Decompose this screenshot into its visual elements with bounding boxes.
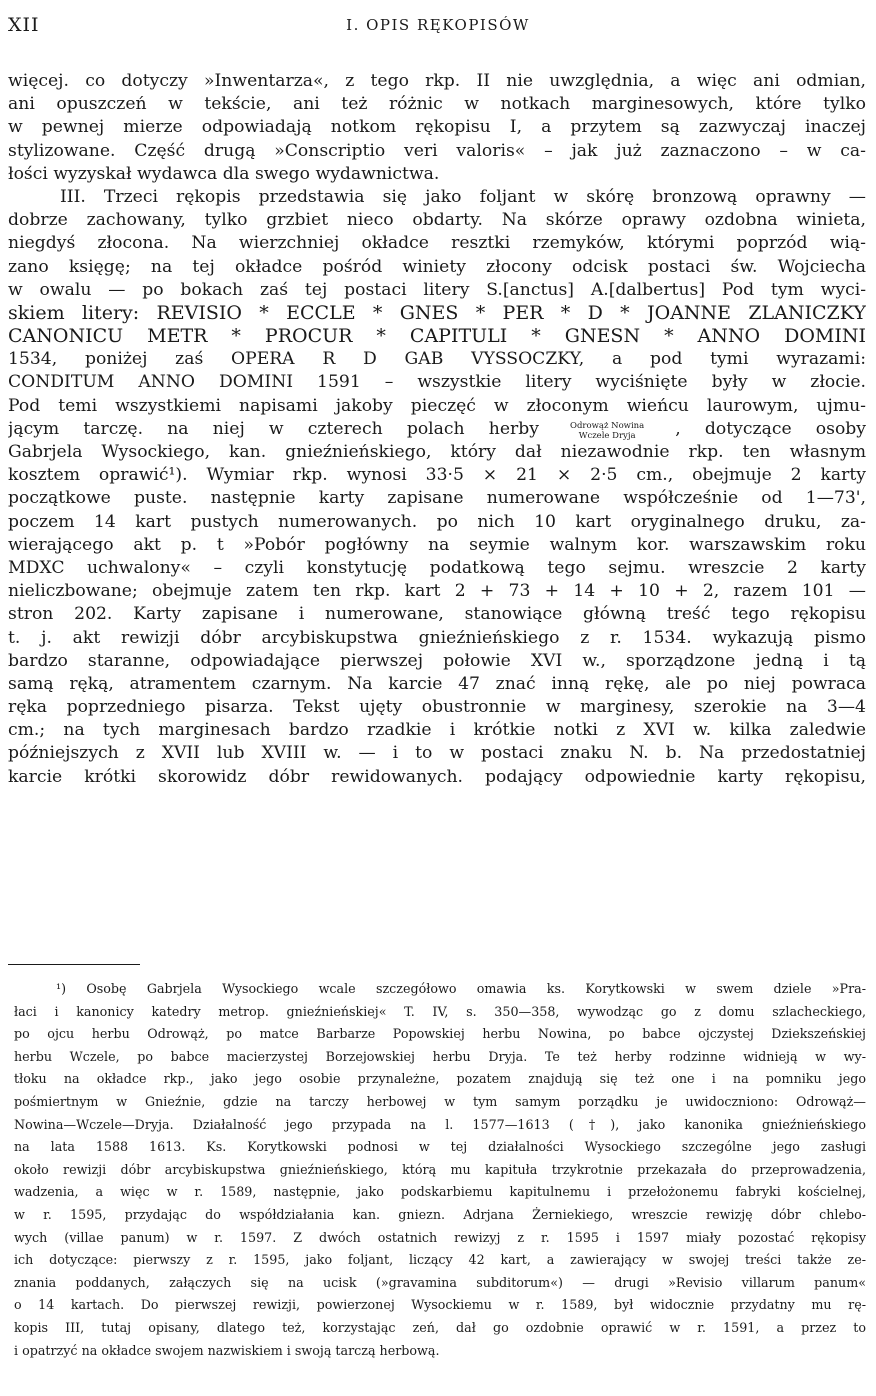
text-line: samą ręką, atramentem czarnym. Na karcie 47 znać inną rękę, ale po niej powraca xyxy=(8,673,866,694)
text-line: dobrze zachowany, tylko grzbiet nieco obdarty. Na skórze oprawy ozdobna winieta, xyxy=(8,210,866,231)
footnote-line: Nowina—Wczele—Dryja. Działalność jego przypada na l. 1577—1613 (†), jako kanonika gnieźnieńskiego xyxy=(14,1116,866,1132)
text-line: karcie krótki skorowidz dóbr rewidowanych. podający odpowiednie karty rękopisu, xyxy=(8,766,866,787)
herbs-top: Odrowąż Nowina xyxy=(570,420,645,431)
text-line: nieliczbowane; obejmuje zatem ten rkp. kart 2 + 73 + 14 + 10 + 2, razem 101 — xyxy=(8,581,866,602)
text-line: 1534, poniżej zaś OPERA R D GAB VYSSOCZKY, a pod tymi wyrazami: xyxy=(8,349,866,370)
text-line: t. j. akt rewizji dóbr arcybiskupstwa gnieźnieńskiego z r. 1534. wykazują pismo xyxy=(8,627,866,648)
text-line: Pod temi wszystkiemi napisami jakoby pieczęć w złoconym wieńcu laurowym, ujmu- xyxy=(8,395,866,416)
herbs-bottom: Wczele Dryja xyxy=(578,430,636,441)
text-line: więcej. co dotyczy »Inwentarza«, z tego rkp. II nie uwzględnia, a więc ani odmian, xyxy=(8,71,866,91)
footnote-line: w r. 1595, przydając do współdziałania kan. gniezn. Adrjana Żerniekiego, wreszcie rewizję dóbr chlebo- xyxy=(14,1206,866,1222)
footnote-line: na lata 1588 1613. Ks. Korytkowski podnosi w tej działalności Wysockiego szczególne jego zasługi xyxy=(14,1139,866,1155)
footnote-line: po ojcu herbu Odrowąż, po matce Barbarze Popowskiej herbu Nowina, po babce ojczystej Dziekszeńskiej xyxy=(14,1026,866,1042)
page-header xyxy=(8,14,868,38)
footnote-line: i opatrzyć na okładce swojem nazwiskiem i swoją tarczą herbową. xyxy=(14,1342,440,1358)
text-line: stylizowane. Część drugą »Conscriptio veri valoris« – jak już zaznaczono – w ca- xyxy=(8,140,866,161)
text-line: wierającego akt p. t »Pobór pogłówny na seymie walnym kor. warszawskim roku xyxy=(8,534,866,555)
text-line: CANONICU METR * PROCUR * CAPITULI * GNESN * ANNO DOMINI xyxy=(8,325,866,348)
footnote-line: o 14 kartach. Do pierwszej rewizji, powierzonej Wysockiemu w r. 1589, był widocznie przydatny mu rę- xyxy=(14,1297,866,1313)
text-line: bardzo staranne, odpowiadające pierwszej połowie XVI w., sporządzone jedną i tą xyxy=(8,650,866,671)
text-line: zano księgę; na tej okładce pośród winiety złocony odcisk postaci św. Wojciecha xyxy=(8,256,866,277)
footnote-line: kopis III, tutaj opisany, dlatego też, korzystając zeń, dał go ozdobnie oprawić w r. 1591, a przez to xyxy=(14,1319,866,1335)
text-segment: , dotyczące osoby xyxy=(675,418,866,439)
text-line: w owalu — po bokach zaś tej postaci litery S.[anctus] A.[dalbertus] Pod tym wyci- xyxy=(8,279,866,300)
text-line: CONDITUM ANNO DOMINI 1591 – wszystkie litery wyciśnięte były w złocie. xyxy=(8,372,866,393)
text-line: stron 202. Karty zapisane i numerowane, stanowiące główną treść tego rękopisu xyxy=(8,604,866,625)
footnote-separator xyxy=(8,964,140,965)
text-line: poczem 14 kart pustych numerowanych. po nich 10 kart oryginalnego druku, za- xyxy=(8,511,866,532)
body-text xyxy=(8,70,866,789)
text-line: kosztem oprawić¹). Wymiar rkp. wynosi 33·5 × 21 × 2·5 cm., obejmuje 2 karty xyxy=(8,465,866,486)
herbs-annotation xyxy=(563,421,651,441)
footnote-line: znania poddanych, załączych się na ucisk (»gravamina subditorum«) — drugi »Revisio villarum panum« xyxy=(14,1274,866,1290)
text-line: ręka poprzedniego pisarza. Tekst ujęty obustronnie w marginesy, szerokie na 3—4 xyxy=(8,697,866,718)
text-line: Gabrjela Wysockiego, kan. gnieźnieńskiego, który dał niezawodnie rkp. ten własnym xyxy=(8,442,866,462)
footnote-line: wadzenia, a więc w r. 1589, następnie, jako podskarbiemu kapitulnemu i przełożonemu fabryki kościelnej, xyxy=(14,1184,866,1200)
text-line: skiem litery: REVISIO * ECCLE * GNES * PER * D * JOANNE ZLANICZKY xyxy=(8,301,866,324)
running-head: I. OPIS RĘKOPISÓW xyxy=(346,16,530,34)
footnote-line: tłoku na okładce rkp., jako jego osobie przynależne, pozatem znajdują się też one i na pomniku jego xyxy=(14,1071,866,1087)
text-segment: jącym tarczę. na niej w czterech polach herby xyxy=(8,418,539,439)
footnote-line: ich dotyczące: pierwszy z r. 1595, jako foljant, liczący 42 kart, a zawierający w swojej treści także ze- xyxy=(14,1252,866,1268)
footnote-line: ¹) Osobę Gabrjela Wysockiego wcale szczegółowo omawia ks. Korytkowski w swem dziele »Pra- xyxy=(56,981,866,996)
text-line: cm.; na tych marginesach bardzo rzadkie i krótkie notki z XVI w. kilka zaledwie xyxy=(8,720,866,741)
footnote-line: wych (villae panum) w r. 1597. Z dwóch ostatnich rewizyj z r. 1595 i 1597 miały pozostać rękopisy xyxy=(14,1229,866,1245)
text-line: późniejszych z XVII lub XVIII w. — i to w postaci znaku N. b. Na przedostatniej xyxy=(8,743,866,764)
footnote-line: pośmiertnym w Gnieźnie, gdzie na tarczy herbowej w tym samym porządku je uwidoczniono: Odrowąż— xyxy=(14,1093,866,1109)
text-line-with-herbs xyxy=(8,418,866,441)
footnote xyxy=(14,978,866,1362)
text-line: niegdyś złocona. Na wierzchniej okładce resztki rzemyków, którymi poprzód wią- xyxy=(8,233,866,254)
text-line: początkowe puste. następnie karty zapisane numerowane współcześnie od 1—73', xyxy=(8,488,866,509)
text-line: MDXC uchwalony« – czyli konstytucję podatkową tego sejmu. wreszcie 2 karty xyxy=(8,557,866,578)
text-line: ani opuszczeń w tekście, ani też różnic w notkach marginesowych, które tylko xyxy=(8,94,866,115)
footnote-line: herbu Wczele, po babce macierzystej Borzejowskiej herbu Dryja. Te też herby rodzinne widnieją w wy- xyxy=(14,1048,866,1064)
text-line: III. Trzeci rękopis przedstawia się jako foljant w skórę bronzową oprawny — xyxy=(60,186,866,207)
footnote-line: łaci i kanonicy katedry metrop. gnieźnieńskiej« T. IV, s. 350—358, wywodząc go z domu szlacheckiego, xyxy=(14,1003,866,1019)
text-line: w pewnej mierze odpowiadają notkom rękopisu I, a przytem są zazwyczaj inaczej xyxy=(8,117,866,138)
text-line: łości wyzyskał wydawca dla swego wydawnictwa. xyxy=(8,163,440,184)
page-number: XII xyxy=(8,14,40,36)
footnote-line: około rewizji dóbr arcybiskupstwa gnieźnieńskiego, którą mu kapituła trzykrotnie przekazała do przeprowadzenia, xyxy=(14,1161,866,1177)
